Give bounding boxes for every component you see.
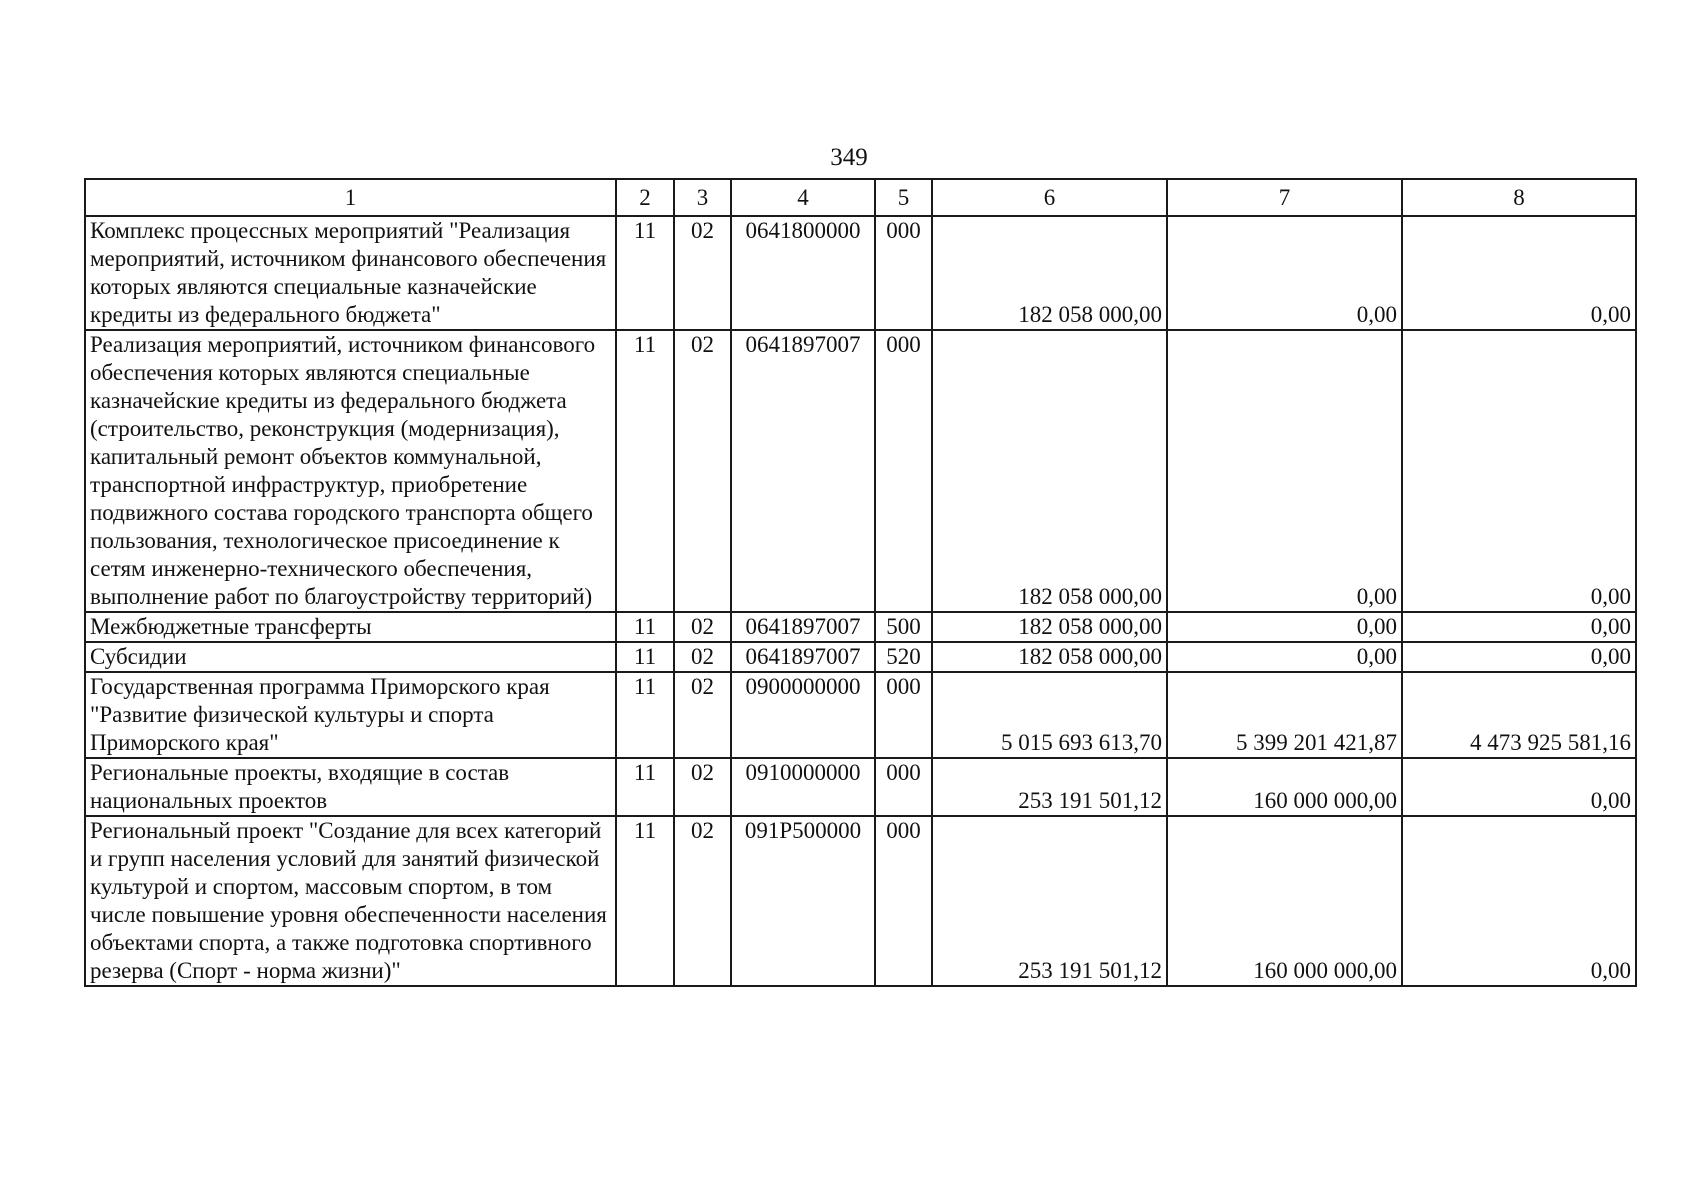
row-name: Реализация мероприятий, источником финансового обеспечения которых являются специальные казначейские кредиты из федерального бюджета (строительство, реконструкция (модернизация), капитальный ремонт объектов коммунальной, транспортной инфраструктур, приобретение подвижного состава городского транспорта общего пользования, технологическое присоединение к сетям инженерно-технического обеспечения, выполнение работ по благоустройству территорий) [85, 330, 616, 612]
header-col-2: 2 [616, 179, 674, 216]
header-col-4: 4 [731, 179, 875, 216]
table-row [85, 816, 1636, 986]
row-amount-7: 0,00 [1167, 330, 1402, 612]
row-subsection: 02 [674, 216, 731, 330]
row-name: Комплекс процессных мероприятий "Реализация мероприятий, источником финансового обеспечения которых являются специальные казначейские кредиты из федерального бюджета" [85, 216, 616, 330]
budget-table [84, 178, 1637, 987]
row-subsection: 02 [674, 642, 731, 672]
row-subsection: 02 [674, 758, 731, 816]
row-amount-7: 0,00 [1167, 216, 1402, 330]
row-name: Государственная программа Приморского края "Развитие физической культуры и спорта Приморского края" [85, 672, 616, 758]
row-section: 11 [616, 816, 674, 986]
row-section: 11 [616, 216, 674, 330]
row-amount-7: 0,00 [1167, 642, 1402, 672]
row-amount-6: 253 191 501,12 [932, 816, 1167, 986]
table-row [85, 672, 1636, 758]
header-col-6: 6 [932, 179, 1167, 216]
row-target-article: 0641897007 [731, 330, 875, 612]
row-amount-6: 182 058 000,00 [932, 612, 1167, 642]
header-col-7: 7 [1167, 179, 1402, 216]
row-amount-8: 0,00 [1402, 612, 1636, 642]
row-target-article: 0641897007 [731, 612, 875, 642]
row-amount-7: 160 000 000,00 [1167, 758, 1402, 816]
row-amount-7: 160 000 000,00 [1167, 816, 1402, 986]
row-target-article: 0641897007 [731, 642, 875, 672]
row-target-article: 0641800000 [731, 216, 875, 330]
row-name: Региональный проект "Создание для всех категорий и групп населения условий для занятий физической культурой и спортом, массовым спортом, в том числе повышение уровня обеспеченности населения объектами спорта, а также подготовка спортивного резерва (Спорт - норма жизни)" [85, 816, 616, 986]
row-name: Межбюджетные трансферты [85, 612, 616, 642]
row-amount-8: 4 473 925 581,16 [1402, 672, 1636, 758]
row-expense-type: 000 [875, 330, 932, 612]
table-row [85, 642, 1636, 672]
header-col-1: 1 [85, 179, 616, 216]
row-amount-6: 182 058 000,00 [932, 642, 1167, 672]
row-target-article: 0900000000 [731, 672, 875, 758]
row-expense-type: 000 [875, 816, 932, 986]
row-amount-6: 5 015 693 613,70 [932, 672, 1167, 758]
row-amount-8: 0,00 [1402, 216, 1636, 330]
table-row [85, 330, 1636, 612]
row-expense-type: 000 [875, 758, 932, 816]
row-target-article: 091P500000 [731, 816, 875, 986]
row-subsection: 02 [674, 672, 731, 758]
row-expense-type: 000 [875, 672, 932, 758]
table-row [85, 758, 1636, 816]
row-amount-8: 0,00 [1402, 816, 1636, 986]
row-target-article: 0910000000 [731, 758, 875, 816]
table-row [85, 612, 1636, 642]
row-section: 11 [616, 758, 674, 816]
row-name: Региональные проекты, входящие в состав национальных проектов [85, 758, 616, 816]
header-row [85, 179, 1636, 216]
row-amount-7: 0,00 [1167, 612, 1402, 642]
row-section: 11 [616, 642, 674, 672]
row-amount-6: 253 191 501,12 [932, 758, 1167, 816]
row-section: 11 [616, 672, 674, 758]
row-expense-type: 000 [875, 216, 932, 330]
table-row [85, 216, 1636, 330]
row-subsection: 02 [674, 330, 731, 612]
row-section: 11 [616, 612, 674, 642]
row-section: 11 [616, 330, 674, 612]
row-amount-6: 182 058 000,00 [932, 330, 1167, 612]
row-amount-8: 0,00 [1402, 642, 1636, 672]
row-amount-7: 5 399 201 421,87 [1167, 672, 1402, 758]
row-amount-8: 0,00 [1402, 758, 1636, 816]
row-expense-type: 500 [875, 612, 932, 642]
row-expense-type: 520 [875, 642, 932, 672]
row-subsection: 02 [674, 816, 731, 986]
header-col-3: 3 [674, 179, 731, 216]
header-col-8: 8 [1402, 179, 1636, 216]
row-amount-8: 0,00 [1402, 330, 1636, 612]
row-amount-6: 182 058 000,00 [932, 216, 1167, 330]
budget-table-container [84, 178, 1635, 987]
row-subsection: 02 [674, 612, 731, 642]
page-number: 349 [830, 144, 868, 171]
row-name: Субсидии [85, 642, 616, 672]
header-col-5: 5 [875, 179, 932, 216]
